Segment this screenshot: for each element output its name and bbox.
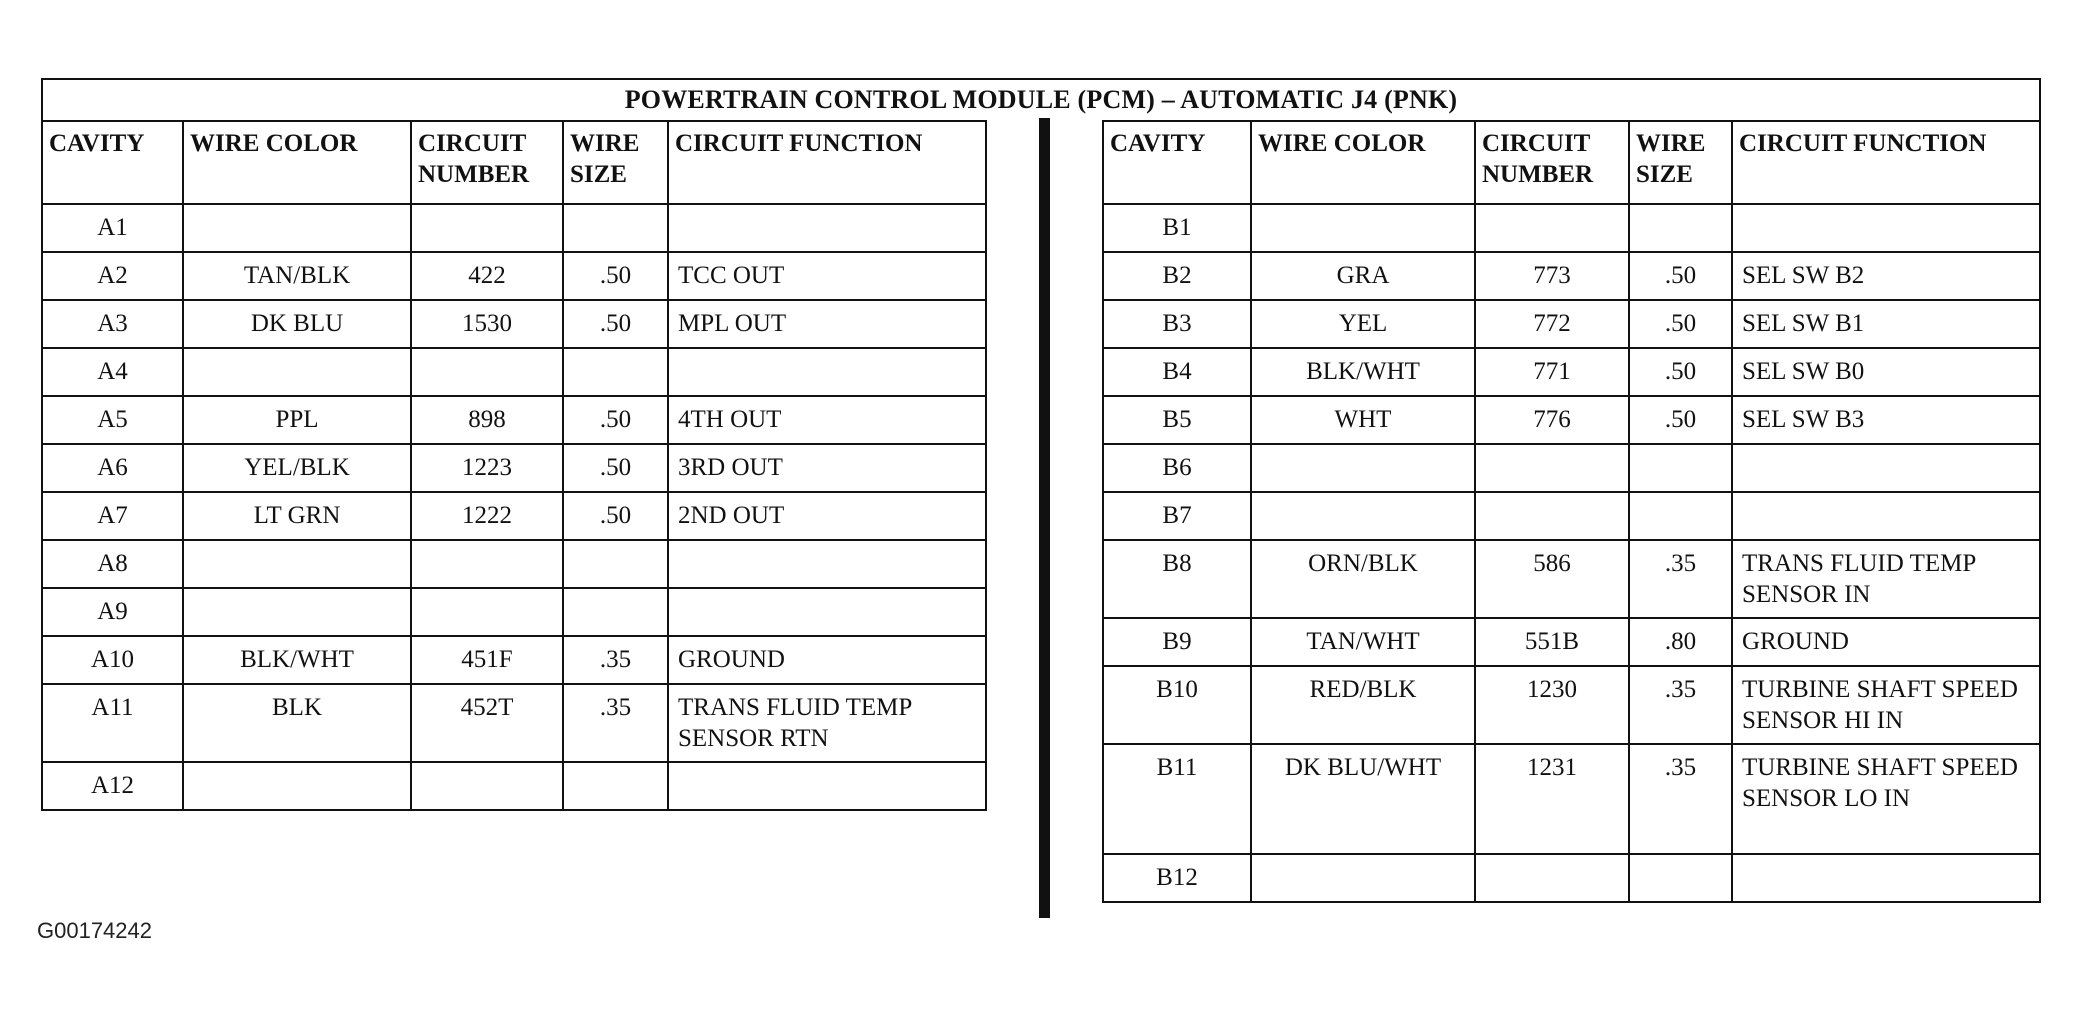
cavity-cell: B7	[1103, 492, 1251, 540]
wire-size-cell	[563, 588, 668, 636]
wire-color-cell	[183, 204, 411, 252]
circuit-function-cell: SEL SW B0	[1732, 348, 2040, 396]
circuit-number-cell	[411, 588, 563, 636]
wire-size-cell: .50	[563, 444, 668, 492]
table-row	[42, 444, 986, 492]
header-cavity: CAVITY	[42, 121, 183, 204]
wire-size-cell	[563, 348, 668, 396]
circuit-number-cell: 422	[411, 252, 563, 300]
wire-size-cell: .50	[1629, 300, 1732, 348]
wire-size-cell	[563, 540, 668, 588]
header-row	[1103, 121, 2040, 204]
wire-size-cell: .35	[563, 636, 668, 684]
wire-size-cell: .50	[563, 396, 668, 444]
circuit-function-cell	[668, 540, 986, 588]
wire-color-cell	[1251, 204, 1475, 252]
header-wire-size: WIRE SIZE	[563, 121, 668, 204]
wire-color-cell	[183, 540, 411, 588]
wire-color-cell	[183, 762, 411, 810]
wire-color-cell: RED/BLK	[1251, 666, 1475, 744]
cavity-cell: B9	[1103, 618, 1251, 666]
column-divider	[1039, 118, 1050, 918]
cavity-cell: A5	[42, 396, 183, 444]
wire-size-cell: .50	[563, 300, 668, 348]
right-pin-table	[1102, 120, 2041, 903]
circuit-function-cell: 4TH OUT	[668, 396, 986, 444]
cavity-cell: B2	[1103, 252, 1251, 300]
cavity-cell: A12	[42, 762, 183, 810]
table-row	[42, 396, 986, 444]
table-title: POWERTRAIN CONTROL MODULE (PCM) – AUTOMATIC J4 (PNK)	[624, 85, 1458, 114]
table-row	[42, 204, 986, 252]
wire-size-cell	[1629, 492, 1732, 540]
circuit-number-cell	[411, 204, 563, 252]
table-row	[42, 762, 986, 810]
circuit-function-cell: SEL SW B1	[1732, 300, 2040, 348]
header-cavity: CAVITY	[1103, 121, 1251, 204]
wire-color-cell: YEL/BLK	[183, 444, 411, 492]
table-row	[1103, 666, 2040, 744]
wire-color-cell: TAN/BLK	[183, 252, 411, 300]
table-row	[1103, 252, 2040, 300]
table-row	[1103, 854, 2040, 902]
wire-size-cell: .35	[1629, 540, 1732, 618]
wire-color-cell: BLK	[183, 684, 411, 762]
circuit-function-cell: MPL OUT	[668, 300, 986, 348]
circuit-function-cell	[1732, 204, 2040, 252]
circuit-function-cell	[1732, 492, 2040, 540]
circuit-number-cell	[1475, 204, 1629, 252]
circuit-function-cell	[668, 588, 986, 636]
cavity-cell: A9	[42, 588, 183, 636]
cavity-cell: A6	[42, 444, 183, 492]
circuit-number-cell: 452T	[411, 684, 563, 762]
left-pin-table	[41, 120, 987, 811]
table-row	[1103, 348, 2040, 396]
header-row	[42, 121, 986, 204]
circuit-function-cell: SEL SW B2	[1732, 252, 2040, 300]
table-row	[1103, 444, 2040, 492]
table-row	[42, 300, 986, 348]
circuit-function-cell: SEL SW B3	[1732, 396, 2040, 444]
circuit-function-cell: 3RD OUT	[668, 444, 986, 492]
circuit-number-cell: 898	[411, 396, 563, 444]
table-row	[1103, 618, 2040, 666]
cavity-cell: B5	[1103, 396, 1251, 444]
table-row	[1103, 300, 2040, 348]
circuit-number-cell	[1475, 854, 1629, 902]
header-circuit-number: CIRCUIT NUMBER	[411, 121, 563, 204]
circuit-number-cell: 1230	[1475, 666, 1629, 744]
wire-color-cell: LT GRN	[183, 492, 411, 540]
wire-size-cell: .50	[563, 492, 668, 540]
table-row	[1103, 744, 2040, 854]
table-row	[1103, 204, 2040, 252]
wire-color-cell	[1251, 444, 1475, 492]
wire-color-cell: DK BLU/WHT	[1251, 744, 1475, 854]
circuit-number-cell: 1222	[411, 492, 563, 540]
circuit-number-cell: 1530	[411, 300, 563, 348]
cavity-cell: B8	[1103, 540, 1251, 618]
wire-color-cell	[1251, 492, 1475, 540]
table-row	[1103, 540, 2040, 618]
circuit-number-cell	[411, 762, 563, 810]
table-title-bar	[41, 78, 2041, 120]
cavity-cell: A3	[42, 300, 183, 348]
wire-color-cell: TAN/WHT	[1251, 618, 1475, 666]
circuit-number-cell: 451F	[411, 636, 563, 684]
wire-color-cell	[183, 588, 411, 636]
circuit-function-cell	[1732, 854, 2040, 902]
wire-size-cell: .35	[563, 684, 668, 762]
cavity-cell: A11	[42, 684, 183, 762]
circuit-number-cell: 771	[1475, 348, 1629, 396]
circuit-number-cell: 773	[1475, 252, 1629, 300]
header-circuit-function: CIRCUIT FUNCTION	[668, 121, 986, 204]
wire-size-cell: .50	[1629, 348, 1732, 396]
wire-size-cell: .35	[1629, 744, 1732, 854]
wire-color-cell: WHT	[1251, 396, 1475, 444]
cavity-cell: A2	[42, 252, 183, 300]
wire-size-cell	[563, 762, 668, 810]
cavity-cell: B10	[1103, 666, 1251, 744]
header-circuit-number: CIRCUIT NUMBER	[1475, 121, 1629, 204]
circuit-function-cell: GROUND	[1732, 618, 2040, 666]
wire-color-cell: BLK/WHT	[183, 636, 411, 684]
cavity-cell: B4	[1103, 348, 1251, 396]
circuit-number-cell: 1231	[1475, 744, 1629, 854]
wire-size-cell: .35	[1629, 666, 1732, 744]
wire-color-cell: PPL	[183, 396, 411, 444]
wire-color-cell: GRA	[1251, 252, 1475, 300]
circuit-function-cell	[668, 348, 986, 396]
header-circuit-function: CIRCUIT FUNCTION	[1732, 121, 2040, 204]
header-wire-color: WIRE COLOR	[183, 121, 411, 204]
wire-size-cell: .50	[563, 252, 668, 300]
circuit-function-cell: TCC OUT	[668, 252, 986, 300]
wire-size-cell	[563, 204, 668, 252]
wire-size-cell	[1629, 444, 1732, 492]
circuit-function-cell	[1732, 444, 2040, 492]
wire-color-cell	[1251, 854, 1475, 902]
circuit-function-cell: TURBINE SHAFT SPEED SENSOR LO IN	[1732, 744, 2040, 854]
circuit-function-cell	[668, 204, 986, 252]
table-row	[42, 492, 986, 540]
wire-color-cell: ORN/BLK	[1251, 540, 1475, 618]
wire-color-cell: DK BLU	[183, 300, 411, 348]
wire-size-cell	[1629, 854, 1732, 902]
circuit-number-cell	[1475, 444, 1629, 492]
wire-size-cell	[1629, 204, 1732, 252]
table-row	[1103, 492, 2040, 540]
circuit-function-cell	[668, 762, 986, 810]
circuit-number-cell: 1223	[411, 444, 563, 492]
wire-size-cell: .50	[1629, 396, 1732, 444]
cavity-cell: A1	[42, 204, 183, 252]
circuit-number-cell: 772	[1475, 300, 1629, 348]
circuit-function-cell: GROUND	[668, 636, 986, 684]
wire-size-cell: .50	[1629, 252, 1732, 300]
table-row	[42, 252, 986, 300]
table-row	[1103, 396, 2040, 444]
table-row	[42, 684, 986, 762]
wire-color-cell: YEL	[1251, 300, 1475, 348]
cavity-cell: B3	[1103, 300, 1251, 348]
cavity-cell: B11	[1103, 744, 1251, 854]
cavity-cell: A7	[42, 492, 183, 540]
header-wire-size: WIRE SIZE	[1629, 121, 1732, 204]
wire-color-cell: BLK/WHT	[1251, 348, 1475, 396]
table-row	[42, 540, 986, 588]
circuit-number-cell	[1475, 492, 1629, 540]
pcm-connector-table	[41, 78, 2039, 918]
circuit-number-cell: 551B	[1475, 618, 1629, 666]
circuit-function-cell: TURBINE SHAFT SPEED SENSOR HI IN	[1732, 666, 2040, 744]
cavity-cell: B6	[1103, 444, 1251, 492]
cavity-cell: A8	[42, 540, 183, 588]
cavity-cell: A10	[42, 636, 183, 684]
cavity-cell: B1	[1103, 204, 1251, 252]
table-row	[42, 588, 986, 636]
figure-id: G00174242	[37, 918, 152, 943]
wire-size-cell: .80	[1629, 618, 1732, 666]
cavity-cell: A4	[42, 348, 183, 396]
table-row	[42, 348, 986, 396]
circuit-function-cell: TRANS FLUID TEMP SENSOR RTN	[668, 684, 986, 762]
circuit-number-cell: 776	[1475, 396, 1629, 444]
circuit-function-cell: TRANS FLUID TEMP SENSOR IN	[1732, 540, 2040, 618]
header-wire-color: WIRE COLOR	[1251, 121, 1475, 204]
circuit-function-cell: 2ND OUT	[668, 492, 986, 540]
circuit-number-cell: 586	[1475, 540, 1629, 618]
cavity-cell: B12	[1103, 854, 1251, 902]
circuit-number-cell	[411, 348, 563, 396]
circuit-number-cell	[411, 540, 563, 588]
wire-color-cell	[183, 348, 411, 396]
table-row	[42, 636, 986, 684]
